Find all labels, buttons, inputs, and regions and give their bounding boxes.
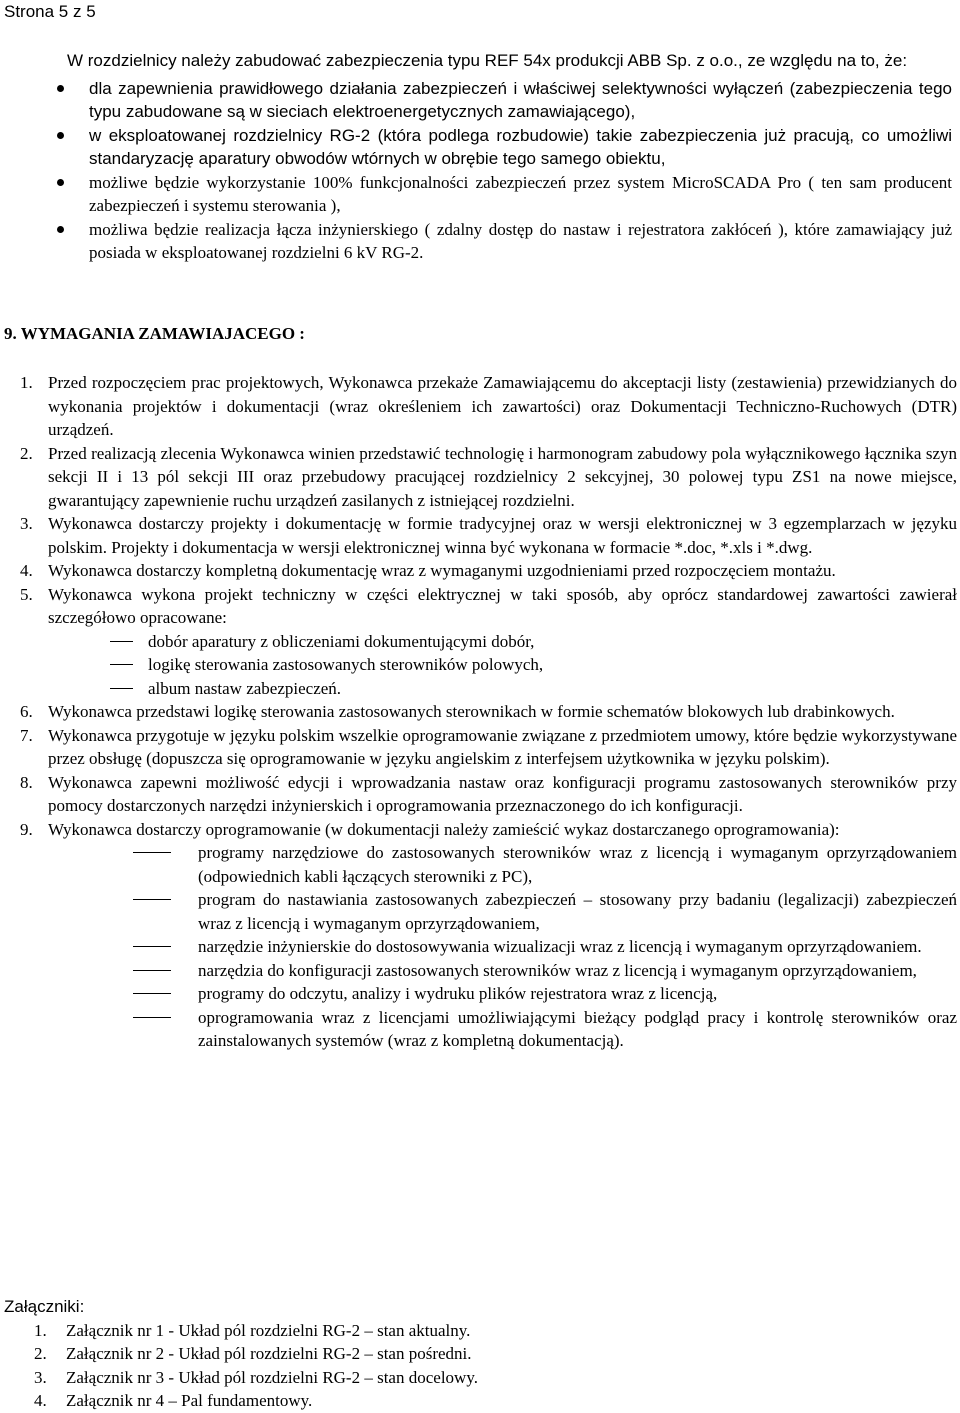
bullet-icon xyxy=(57,85,64,92)
dash-item-text: programy narzędziowe do zastosowanych sterowników wraz z licencją i wymaganym oprzyrządowaniem (odpowiednich kabli łączących sterowniki z PC), xyxy=(198,843,957,886)
page-number-header: Strona 5 z 5 xyxy=(4,2,96,21)
requirement-text: Wykonawca dostarczy oprogramowanie (w dokumentacji należy zamieścić wykaz dostarczanego oprogramowania): xyxy=(48,819,840,839)
bullet-item xyxy=(17,218,952,265)
bullet-text: dla zapewnienia prawidłowego działania zabezpieczeń i właściwej selektywności wyłączeń (zabezpieczenia tego typu zabudowane są w sieciach elektroenergetycznych zamawiającego), xyxy=(89,78,952,121)
requirement-text: Wykonawca dostarczy kompletną dokumentację wraz z wymaganymi uzgodnieniami przed rozpoczęciem montażu. xyxy=(48,561,836,580)
bullet-icon xyxy=(57,132,64,139)
requirement-item xyxy=(4,371,957,442)
dash-item-text: logikę sterowania zastosowanych sterowników polowych, xyxy=(148,655,544,674)
attachment-item xyxy=(4,1319,478,1343)
bullet-item xyxy=(17,171,952,218)
requirement-number: 6. xyxy=(20,702,33,721)
requirements-list xyxy=(4,371,957,1053)
attachment-item xyxy=(4,1389,478,1413)
requirement-number: 2. xyxy=(20,443,33,463)
requirement-text: Wykonawca zapewni możliwość edycji i wprowadzania nastaw oraz konfiguracji programu zastosowanych sterowników przy pomocy dostarczonych narzędzi inżynierskich i oprogramowania przeznaczonego do ich konfiguracji. xyxy=(48,772,957,815)
requirement-text: Wykonawca przedstawi logikę sterowania zastosowanych sterownikach w formie schematów blokowych lub drabinkowych. xyxy=(48,702,895,721)
requirement-number: 5. xyxy=(20,584,33,604)
bullet-icon xyxy=(57,226,64,233)
attachment-number: 2. xyxy=(34,1344,47,1363)
requirement-item xyxy=(4,442,957,513)
dash-item-text: oprogramowania wraz z licencjami umożliwiającymi bieżący podgląd pracy i kontrolę sterowników oraz zainstalowanych systemów (wraz z kompletną dokumentacją). xyxy=(198,1007,957,1050)
requirement-number: 1. xyxy=(20,373,33,392)
requirement-item xyxy=(4,724,957,771)
attachment-item xyxy=(4,1342,478,1366)
requirement-text: Wykonawca wykona projekt techniczny w części elektrycznej w taki sposób, aby oprócz standardowej zawartości zawierał szczegółowo opracowane: xyxy=(48,584,957,627)
dash-icon xyxy=(133,852,171,853)
requirement-item xyxy=(4,818,957,1053)
attachments-section xyxy=(4,1295,478,1413)
dash-icon xyxy=(110,688,133,689)
dash-icon xyxy=(110,664,133,665)
attachment-number: 3. xyxy=(34,1367,47,1387)
requirement-item xyxy=(4,700,957,724)
intro-section xyxy=(42,49,952,265)
requirement-text: Wykonawca przygotuje w języku polskim wszelkie oprogramowanie związane z przedmiotem umowy, które będzie wykorzystywane przez obsługę (dopuszcza się oprogramowanie w języku angielskim z interfejsem użytkownika w języku polskim). xyxy=(48,725,957,768)
dash-icon xyxy=(133,970,171,971)
attachment-text: Załącznik nr 3 - Układ pól rozdzielni RG-2 – stan docelowy. xyxy=(66,1367,478,1387)
requirement-item xyxy=(4,512,957,559)
dash-item xyxy=(48,653,957,677)
dash-item-text: programy do odczytu, analizy i wydruku plików rejestratora wraz z licencją, xyxy=(198,984,718,1003)
dash-item-text: narzędzia do konfiguracji zastosowanych sterowników wraz z licencją i wymaganym oprzyrządowaniem, xyxy=(198,960,917,980)
bullet-item xyxy=(17,77,952,124)
bullet-icon xyxy=(57,179,64,186)
attachments-list xyxy=(4,1319,478,1413)
requirement-item xyxy=(4,771,957,818)
attachment-text: Załącznik nr 2 - Układ pól rozdzielni RG-2 – stan pośredni. xyxy=(66,1344,472,1363)
dash-item-text: dobór aparatury z obliczeniami dokumentującymi dobór, xyxy=(148,631,535,651)
dash-item xyxy=(48,841,957,888)
requirement-text: Wykonawca dostarczy projekty i dokumentację w formie tradycyjnej oraz w wersji elektronicznej w 3 egzemplarzach w języku polskim. Projekty i dokumentacja w wersji elektronicznej winna być wykonana w formacie *.doc, *.xls i *.dwg. xyxy=(48,514,957,557)
dash-item-text: program do nastawiania zastosowanych zabezpieczeń – stosowany przy badaniu (legalizacji) zabezpieczeń wraz z licencją i wymaganym oprzyrządowaniem, xyxy=(198,890,957,933)
dash-icon xyxy=(110,641,133,642)
requirement-text: Przed rozpoczęciem prac projektowych, Wykonawca przekaże Zamawiającemu do akceptacji listy (zestawienia) przewidzianych do wykonania projektów i dokumentacji (wraz określeniem ich zawartości) oraz Dokumentacji Techniczno-Ruchowych (DTR) urządzeń. xyxy=(48,373,957,439)
attachment-number: 1. xyxy=(34,1320,47,1340)
requirement-item xyxy=(4,583,957,701)
dash-item-text: album nastaw zabezpieczeń. xyxy=(148,678,342,698)
dash-icon xyxy=(133,946,171,947)
dash-icon xyxy=(133,899,171,900)
design-scope-list xyxy=(48,630,957,701)
dash-item xyxy=(48,982,957,1006)
dash-item xyxy=(48,1006,957,1053)
bullet-text: możliwa będzie realizacja łącza inżynierskiego ( zdalny dostęp do nastaw i rejestratora zakłóceń ), które zamawiający już posiada w eksploatowanej rozdzielni 6 kV RG-2. xyxy=(89,219,952,262)
attachment-text: Załącznik nr 1 - Układ pól rozdzielni RG-2 – stan aktualny. xyxy=(66,1320,471,1340)
bullet-text: w eksploatowanej rozdzielnicy RG-2 (która podlega rozbudowie) takie zabezpieczenia już pracują, co umożliwi standaryzację aparatury obwodów wtórnych w obrębie tego samego obiektu, xyxy=(89,125,952,168)
dash-item xyxy=(48,888,957,935)
requirement-number: 8. xyxy=(20,772,33,792)
dash-item xyxy=(48,677,957,701)
bullet-item xyxy=(17,124,952,171)
requirement-item xyxy=(4,559,957,583)
dash-item xyxy=(48,630,957,654)
dash-icon xyxy=(133,1017,171,1018)
intro-paragraph: W rozdzielnicy należy zabudować zabezpieczenia typu REF 54x produkcji ABB Sp. z o.o., ze względu na to, że: xyxy=(67,51,908,70)
requirement-text: Przed realizacją zlecenia Wykonawca winien przedstawić technologię i harmonogram zabudowy pola wyłącznikowego łącznika szyn sekcji II i 13 pól sekcji III oraz przebudowy pracującej rozdzielnicy 2 sekcyjnej, 30 polowej typu ZS1 na nowe miejsce, gwarantujący zapewnienie ruchu urządzeń zasilanych z istniejącej rozdzielni. xyxy=(48,443,957,510)
software-list xyxy=(48,841,957,1053)
requirement-number: 3. xyxy=(20,514,33,533)
section-heading: 9. WYMAGANIA ZAMAWIAJACEGO : xyxy=(4,324,305,343)
dash-icon xyxy=(133,993,171,994)
dash-item-text: narzędzie inżynierskie do dostosowywania wizualizacji wraz z licencją i wymaganym oprzyrządowaniem. xyxy=(198,937,922,956)
dash-item xyxy=(48,935,957,959)
intro-bullet-list xyxy=(42,77,952,265)
requirement-number: 4. xyxy=(20,561,33,580)
attachment-number: 4. xyxy=(34,1391,47,1410)
requirement-number: 7. xyxy=(20,725,33,745)
attachment-item xyxy=(4,1366,478,1390)
attachments-title: Załączniki: xyxy=(4,1297,85,1316)
bullet-text: możliwe będzie wykorzystanie 100% funkcjonalności zabezpieczeń przez system MicroSCADA Pro ( ten sam producent zabezpieczeń i systemu sterowania ), xyxy=(89,172,952,215)
dash-item xyxy=(48,959,957,983)
attachment-text: Załącznik nr 4 – Pal fundamentowy. xyxy=(66,1391,313,1410)
requirement-number: 9. xyxy=(20,819,33,839)
